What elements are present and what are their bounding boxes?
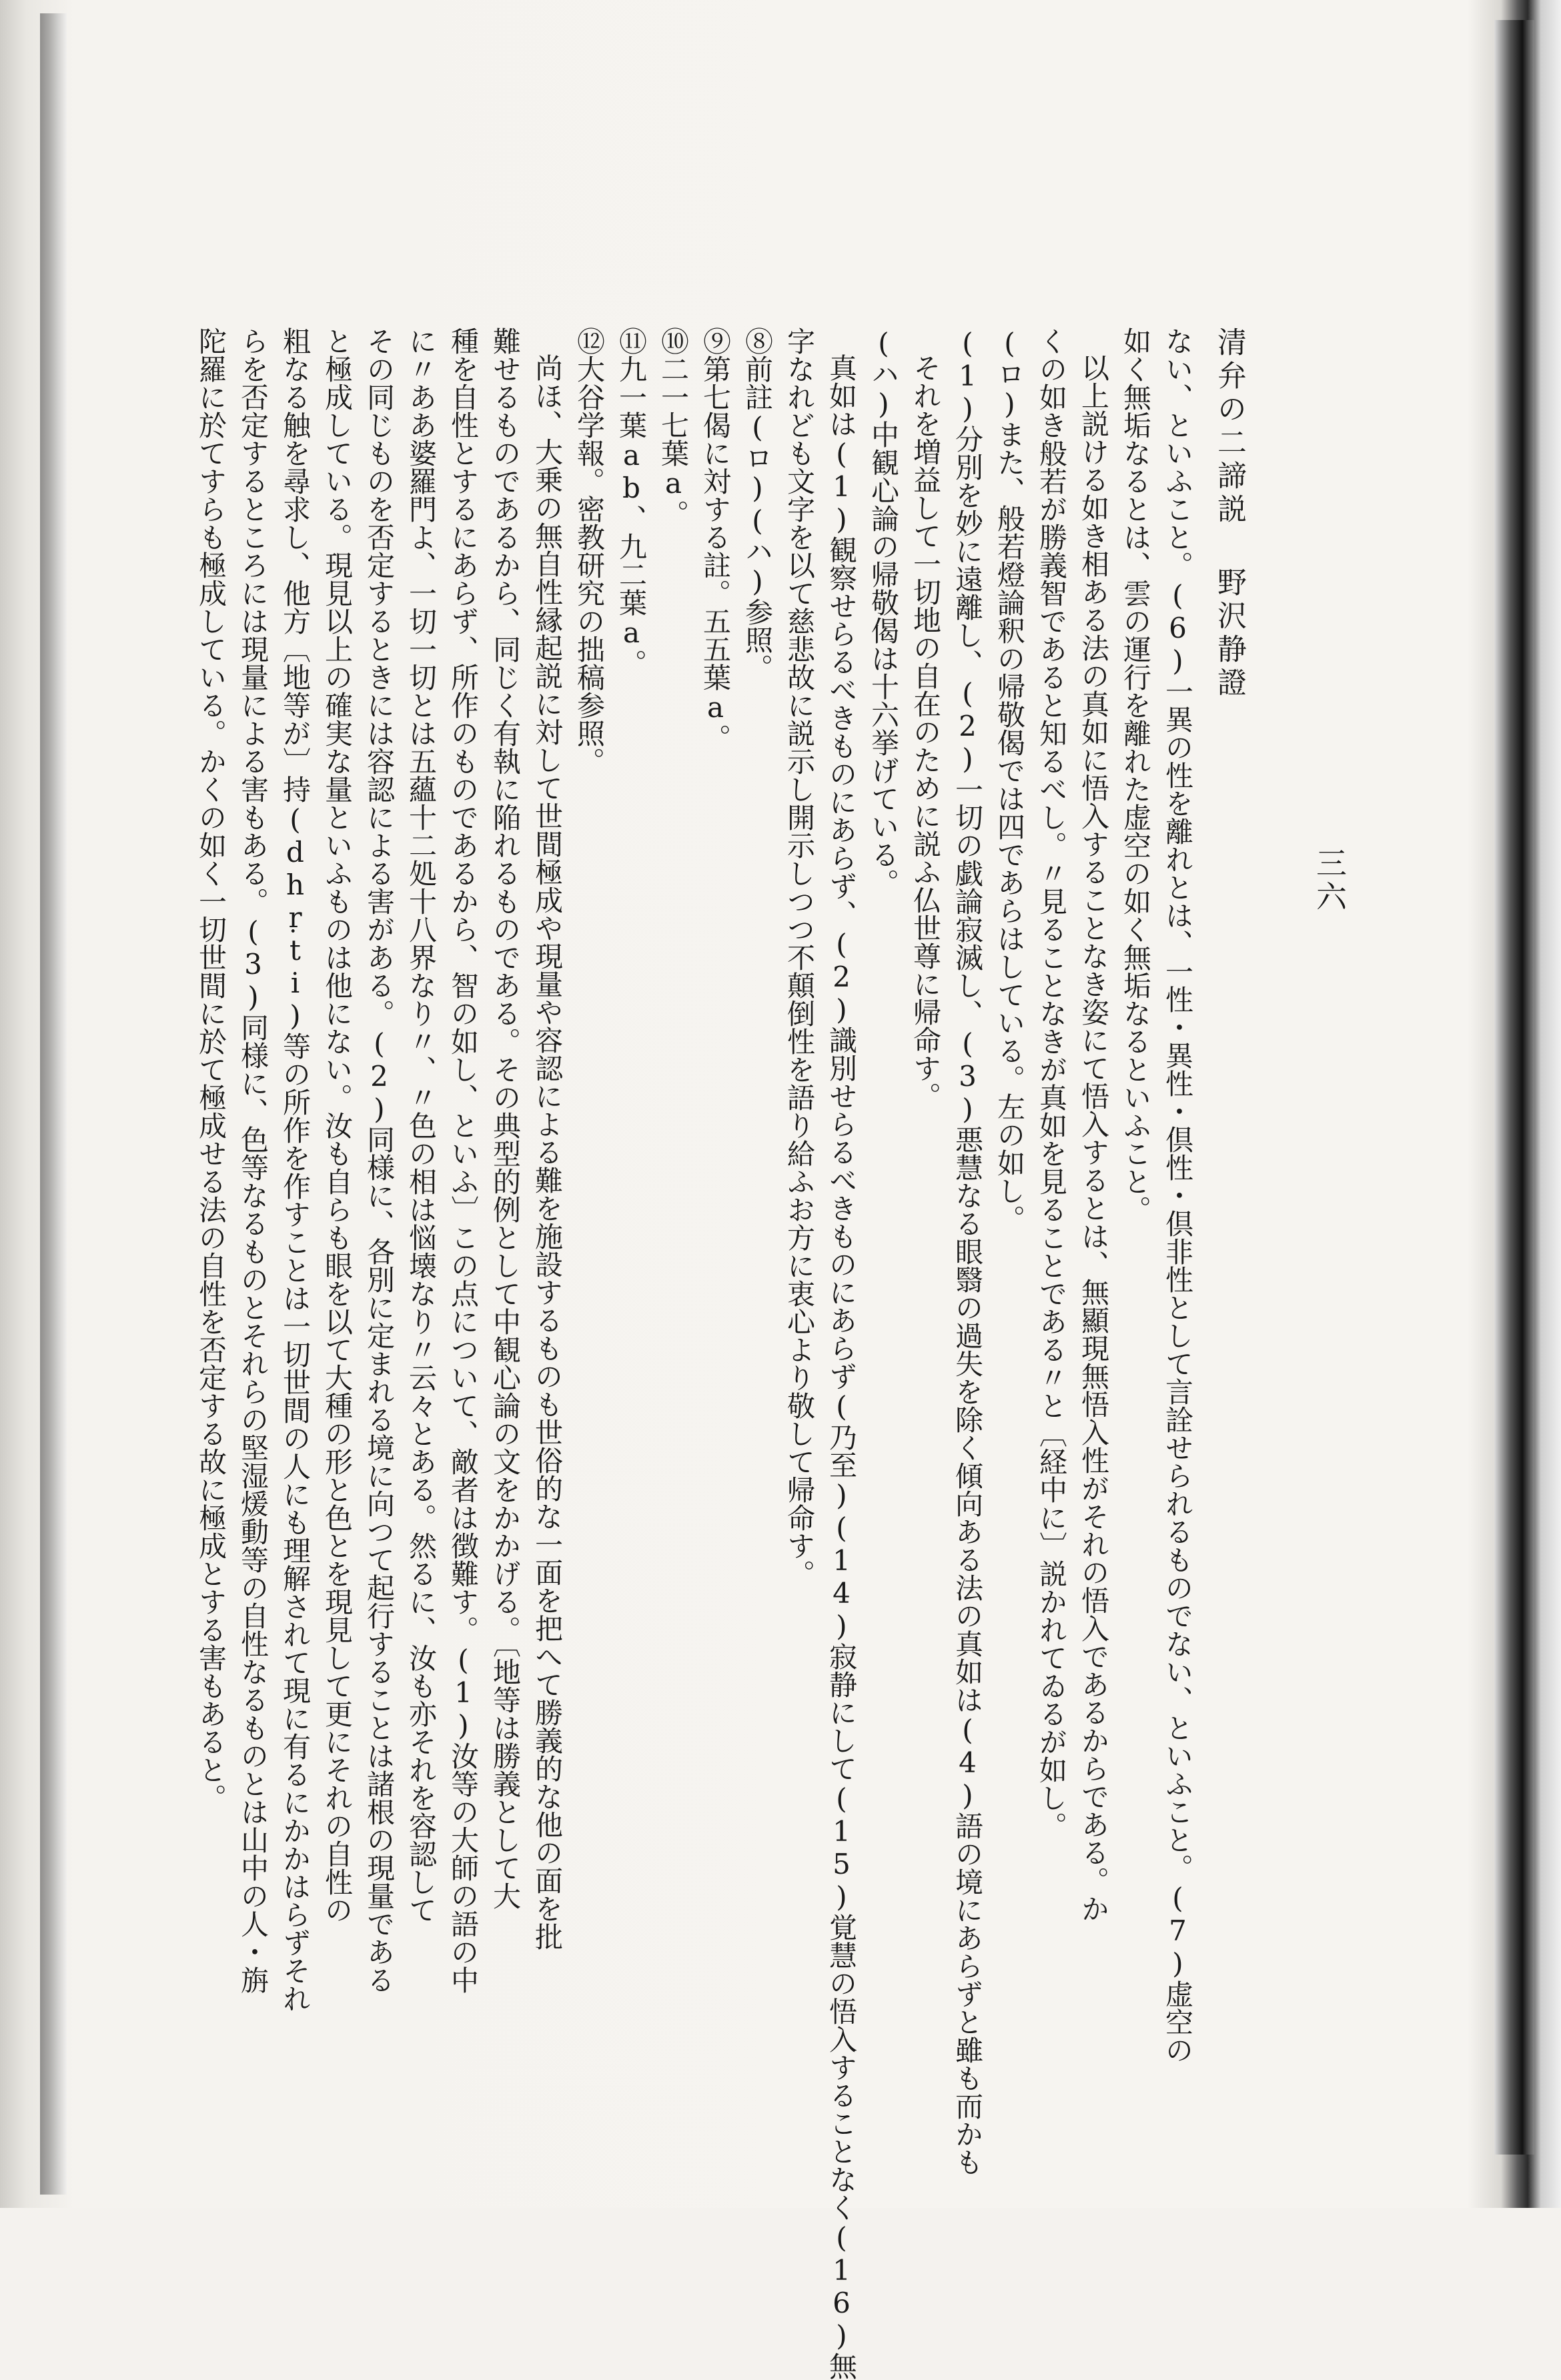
text-column: 尚ほ、大乗の無自性縁起説に対して世間極成や現量や容認による難を施設するものも世俗的な一面を把へて勝義的な他の面を批 bbox=[531, 354, 564, 1950]
footnote: ⑩二一七葉a。 bbox=[657, 327, 690, 528]
text-column: に〃ああ婆羅門よ、一切一切とは五蘊十二処十八界なり〃、〃色の相は悩壊なり〃云々とある。然るに、汝も亦それを容認して bbox=[405, 327, 438, 1924]
text-column: 如く無垢なるとは、雲の運行を離れた虚空の如く無垢なるといふこと。 bbox=[1119, 327, 1152, 1223]
text-column: 以上説ける如き相ある法の真如に悟入することなき姿にて悟入するとは、無顯現無悟入性がそれの悟入であるからである。か bbox=[1077, 354, 1110, 1922]
text-column: と極成している。現見以上の確実な量といふものは他にない。汝も自らも眼を以て大種の形と色とを現見して更にそれの自性の bbox=[321, 327, 354, 1924]
text-column: 種を自性とするにあらず、所作のものであるから、智の如し、といふ〕この点について、敵者は徴難す。(1)汝等の大師の語の中 bbox=[447, 327, 480, 1994]
text-column: 字なれども文字を以て慈悲故に説示し開示しつつ不顛倒性を語り給ふお方に衷心より敬して帰命す。 bbox=[783, 327, 816, 1588]
header-author: 野沢静證 bbox=[1212, 567, 1246, 700]
text-column: 陀羅に於てすらも極成している。かくの如く一切世間に於て極成せる法の自性を否定する故に極成とする害もあると。 bbox=[195, 327, 227, 1812]
text-column: (ハ)中観心論の帰敬偈は十六挙げている。 bbox=[867, 327, 900, 897]
text-column: 真如は(1)観察せらるべきものにあらず、(2)識別せらるべきものにあらず(乃至)(14)寂静にして(15)覚慧の悟入することなく(16)無 bbox=[825, 354, 858, 2380]
header-title: 清弁の二諦説 bbox=[1212, 327, 1246, 527]
text-column: 粗なる触を尋求し、他方〔地等が〕持(dhṛti)等の所作を作すことは一切世間の人にも理解されて現に有るにかかはらずそれ bbox=[279, 327, 312, 2012]
binding-shadow-right bbox=[1494, 20, 1534, 2155]
footnote: ⑪九一葉ab、九二葉a。 bbox=[615, 327, 648, 677]
text-column: (ロ)また、般若燈論釈の帰敬偈では四であらはしている。左の如し。 bbox=[993, 327, 1026, 1233]
binding-shadow-left bbox=[40, 13, 67, 2195]
footnote: ⑨第七偈に対する註。五五葉a。 bbox=[699, 327, 732, 752]
footnote: ⑫大谷学報。密教研究の拙稿参照。 bbox=[573, 327, 606, 775]
running-header bbox=[1207, 327, 1250, 700]
text-column: ない、といふこと。(6)一異の性を離れとは、一性・異性・倶性・倶非性として言詮せられるものでない、といふこと。(7)虚空の bbox=[1161, 327, 1194, 2064]
text-column: らを否定するところには現量による害もある。(3)同様に、色等なるものとそれらの堅湿煖動等の自性なるものとは山中の人・旃 bbox=[237, 327, 270, 1994]
text-column: それを増益して一切地の自在のために説ふ仏世尊に帰命す。 bbox=[909, 354, 942, 1110]
text-column: くの如き般若が勝義智であると知るべし。〃見ることなきが真如を見ることである〃と〔経中に〕説かれてゐるが如し。 bbox=[1035, 327, 1068, 1840]
text-column: 難せるものであるから、同じく有執に陥れるものである。その典型的例として中観心論の文をかかげる。〔地等は勝義として大 bbox=[489, 327, 522, 1910]
text-column: (1)分別を妙に遠離し、(2)一切の戯論寂滅し、(3)悪慧なる眼翳の過失を除く傾向ある法の真如は(4)語の境にあらずと雖も而かも bbox=[951, 327, 984, 2176]
text-column: その同じものを否定するときには容認による害がある。(2)同様に、各別に定まれる境に向つて起行することは諸根の現量である bbox=[363, 327, 396, 1994]
page-number: 三六 bbox=[1312, 847, 1348, 914]
footnote: ⑧前註(ロ)(ハ)参照。 bbox=[741, 327, 774, 682]
